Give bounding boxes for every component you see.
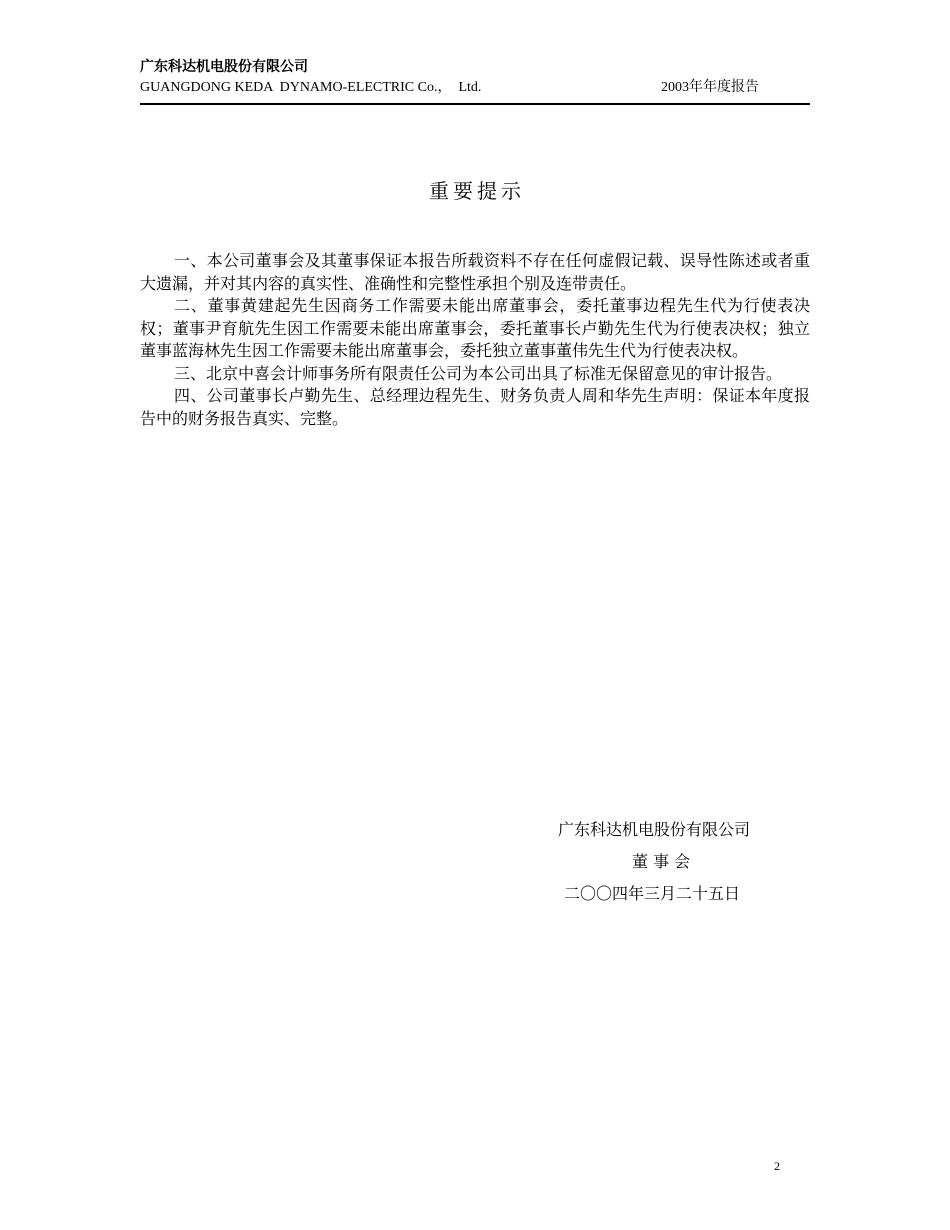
header-company-name-en: GUANGDONG KEDA DYNAMO-ELECTRIC Co.， Ltd.	[140, 80, 482, 95]
signature-company: 广东科达机电股份有限公司	[558, 820, 751, 839]
document-title: 重要提示	[429, 179, 525, 203]
signature-date: 二〇〇四年三月二十五日	[564, 884, 741, 903]
paragraph-3: 三、北京中喜会计师事务所有限责任公司为本公司出具了标准无保留意见的审计报告。	[174, 363, 783, 383]
header-company-name-cn: 广东科达机电股份有限公司	[140, 59, 308, 75]
paragraph-1: 一、本公司董事会及其董事保证本报告所载资料不存在任何虚假记载、误导性陈述或者重大遗漏，并对其内容的真实性、准确性和完整性承担个别及连带责任。	[140, 251, 810, 293]
document-body	[140, 250, 810, 430]
signature-board: 董 事 会	[632, 852, 691, 871]
header-divider	[140, 103, 810, 105]
header-report-title: 2003年年度报告	[661, 80, 759, 95]
paragraph-2: 二、董事黄建起先生因商务工作需要未能出席董事会，委托董事边程先生代为行使表决权；董事尹育航先生因工作需要未能出席董事会，委托董事长卢勤先生代为行使表决权；独立董事蓝海林先生因工作需要未能出席董事会，委托独立董事董伟先生代为行使表决权。	[140, 296, 810, 360]
page-number: 2	[774, 1159, 780, 1173]
paragraph-4: 四、公司董事长卢勤先生、总经理边程先生、财务负责人周和华先生声明：保证本年度报告中的财务报告真实、完整。	[140, 386, 810, 428]
